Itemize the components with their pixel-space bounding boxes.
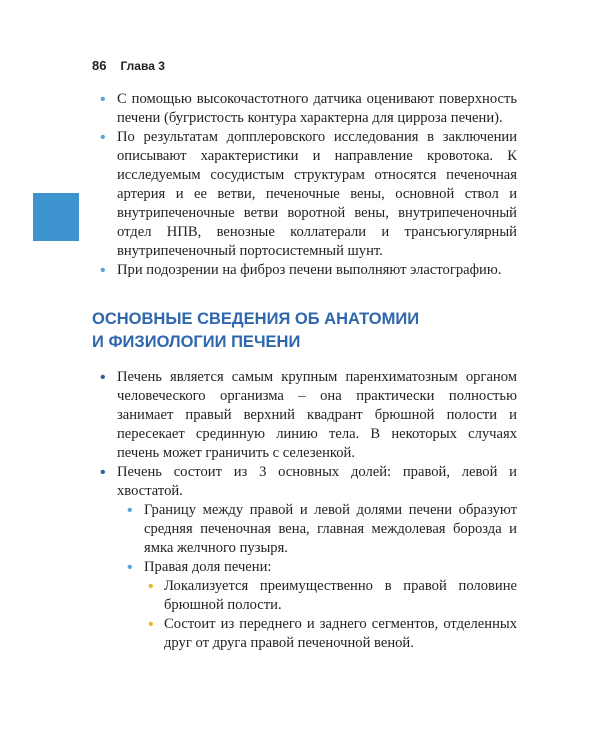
section-heading-line: ОСНОВНЫЕ СВЕДЕНИЯ ОБ АНАТОМИИ: [92, 310, 420, 328]
list-item: • По результатам допплеровского исследования в заключении описывают характеристики и направление кровотока. К исследуемым сосудистым структурам относятся печеночная артерия и ее ветви, печеночные вены, основной ствол и внутрипеченочные ветви воротной вены, внутрипеченочный отдел НПВ, венозные коллатерали и трансъюгулярный внутрипеченочный портосистемный шунт.: [92, 128, 517, 261]
running-header: [92, 58, 165, 73]
sub-sub-list-item: • Состоит из переднего и заднего сегментов, отделенных друг от друга правой печеночной веной.: [144, 615, 517, 653]
sub-sub-bullet-list: [144, 577, 517, 653]
anatomy-bullet-list: [92, 368, 517, 653]
list-item: [92, 463, 517, 653]
section-heading-line: И ФИЗИОЛОГИИ ПЕЧЕНИ: [92, 333, 301, 351]
sub-bullet-list: [117, 501, 517, 653]
intro-bullet-list: [92, 90, 517, 280]
sub-list-item-text: Правая доля печени:: [144, 559, 272, 575]
sub-list-item: [117, 558, 517, 653]
section-heading: [92, 308, 517, 354]
sub-list-item: • Границу между правой и левой долями печени образуют средняя печеночная вена, главная междолевая борозда и ямка желчного пузыря.: [117, 501, 517, 558]
page-body: [92, 90, 517, 653]
sub-sub-list-item: • Локализуется преимущественно в правой половине брюшной полости.: [144, 577, 517, 615]
chapter-tab-marker: [33, 193, 79, 241]
page-number: 86: [92, 58, 107, 73]
list-item: • Печень является самым крупным паренхиматозным органом человеческого организма – она практически полностью занимает правый верхний квадрант брюшной полости и пересекает срединную линию тела. В некоторых случаях печень может граничить с селезенкой.: [92, 368, 517, 463]
list-item: • С помощью высокочастотного датчика оценивают поверхность печени (бугристость контура характерна для цирроза печени).: [92, 90, 517, 128]
list-item: • При подозрении на фиброз печени выполняют эластографию.: [92, 261, 517, 280]
list-item-text: Печень состоит из 3 основных долей: правой, левой и хвостатой.: [117, 464, 517, 499]
chapter-title: Глава 3: [120, 59, 165, 73]
